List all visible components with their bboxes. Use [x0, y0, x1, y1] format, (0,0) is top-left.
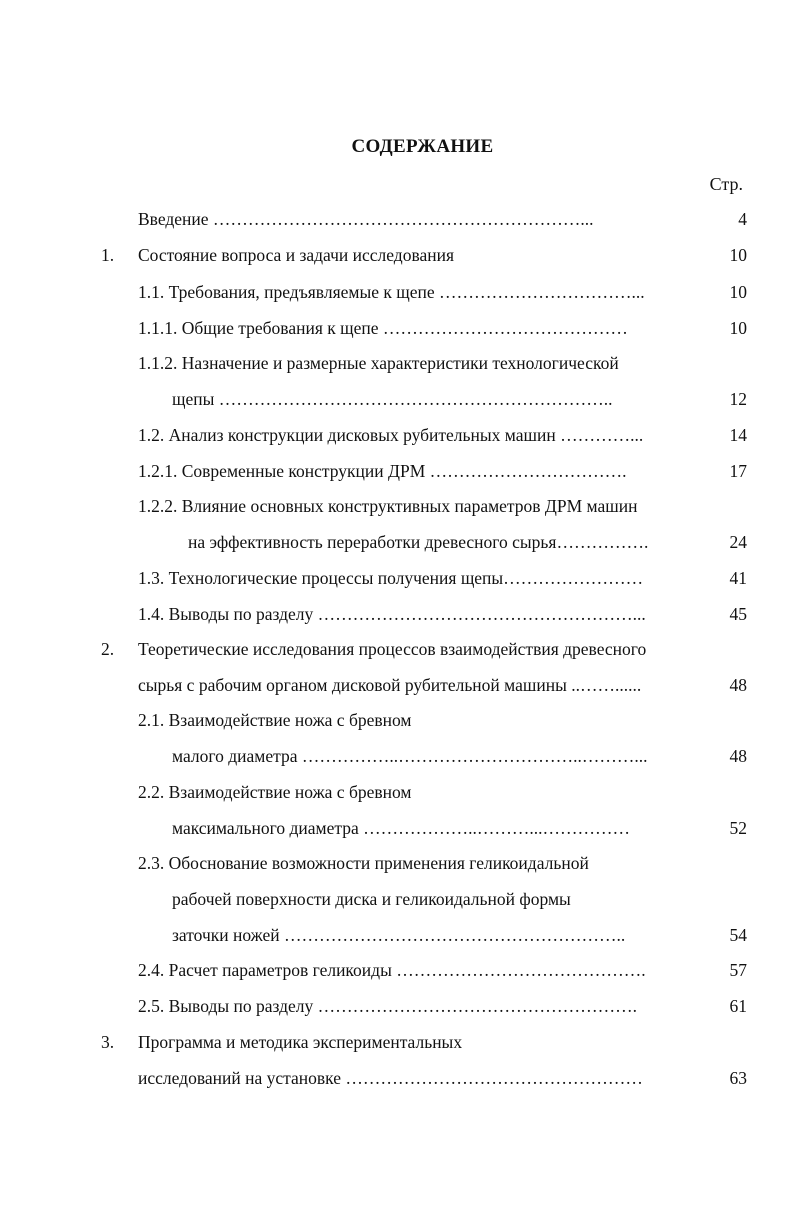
toc-page-number: 61	[729, 996, 747, 1016]
toc-entry-2-1-cont: малого диаметра ……………..…………………………..………...	[172, 746, 648, 766]
toc-entry-1-1-1: 1.1.1. Общие требования к щепе ……………………………………	[138, 318, 628, 338]
toc-chapter-number: 2.	[101, 639, 115, 659]
toc-entry-2-3-cont: рабочей поверхности диска и геликоидальной формы	[172, 889, 571, 909]
toc-page-number: 57	[729, 960, 747, 980]
toc-page-number: 24	[729, 532, 747, 552]
toc-entry-chapter-3: Программа и методика экспериментальных	[138, 1032, 463, 1052]
toc-page-number: 10	[729, 245, 747, 265]
toc-entry-chapter-2-cont: сырья с рабочим органом дисковой рубительной машины ..……......	[138, 675, 642, 695]
toc-entry-1-3: 1.3. Технологические процессы получения щепы……………………	[138, 568, 644, 588]
toc-page-number: 54	[729, 925, 747, 945]
toc-entry-2-5: 2.5. Выводы по разделу ……………………………………………….	[138, 996, 637, 1016]
toc-page-number: 45	[729, 604, 747, 624]
toc-entry-2-1: 2.1. Взаимодействие ножа с бревном	[138, 710, 412, 730]
toc-entry-1-2-2-cont: на эффективность переработки древесного сырья…………….	[188, 532, 649, 552]
toc-entry-1-2-1: 1.2.1. Современные конструкции ДРМ …………………………….	[138, 461, 627, 481]
toc-chapter-number: 3.	[101, 1032, 115, 1052]
toc-chapter-number: 1.	[101, 245, 115, 265]
toc-entry-1-2: 1.2. Анализ конструкции дисковых рубительных машин …………...	[138, 425, 644, 445]
toc-page-number: 63	[729, 1068, 747, 1088]
toc-entry-2-3-cont: заточки ножей …………………………………………………..	[172, 925, 626, 945]
toc-entry-1-4: 1.4. Выводы по разделу ………………………………………………...	[138, 604, 646, 624]
toc-page-number: 17	[729, 461, 747, 481]
toc-entry-1-1: 1.1. Требования, предъявляемые к щепе ……………………………...	[138, 282, 645, 302]
page-title: СОДЕРЖАНИЕ	[351, 136, 494, 157]
toc-page-number: 48	[729, 746, 747, 766]
toc-page-number: 4	[738, 209, 747, 229]
toc-page-number: 48	[729, 675, 747, 695]
toc-entry-2-2-cont: максимального диаметра ………………..………...……………	[172, 818, 630, 838]
toc-page-number: 12	[729, 389, 747, 409]
toc-page-number: 41	[729, 568, 747, 588]
toc-entry-2-4: 2.4. Расчет параметров геликоиды …………………………………….	[138, 960, 646, 980]
toc-entry-1-1-2-cont: щепы …………………………………………………………..	[172, 389, 613, 409]
page-column-label: Стр.	[709, 174, 743, 194]
toc-page-number: 52	[729, 818, 747, 838]
toc-page-number: 10	[729, 318, 747, 338]
toc-entry-1-2-2: 1.2.2. Влияние основных конструктивных параметров ДРМ машин	[138, 496, 638, 516]
toc-page-number: 10	[729, 282, 747, 302]
toc-page-number: 14	[729, 425, 747, 445]
toc-entry-introduction: Введение ………………………………………………………...	[138, 209, 594, 229]
toc-entry-chapter-2: Теоретические исследования процессов взаимодействия древесного	[138, 639, 647, 659]
toc-entry-chapter-1: Состояние вопроса и задачи исследования	[138, 245, 455, 265]
toc-entry-1-1-2: 1.1.2. Назначение и размерные характеристики технологической	[138, 353, 619, 373]
toc-entry-2-3: 2.3. Обоснование возможности применения геликоидальной	[138, 853, 589, 873]
toc-entry-chapter-3-cont: исследований на установке ……………………………………………	[138, 1068, 643, 1088]
toc-entry-2-2: 2.2. Взаимодействие ножа с бревном	[138, 782, 412, 802]
